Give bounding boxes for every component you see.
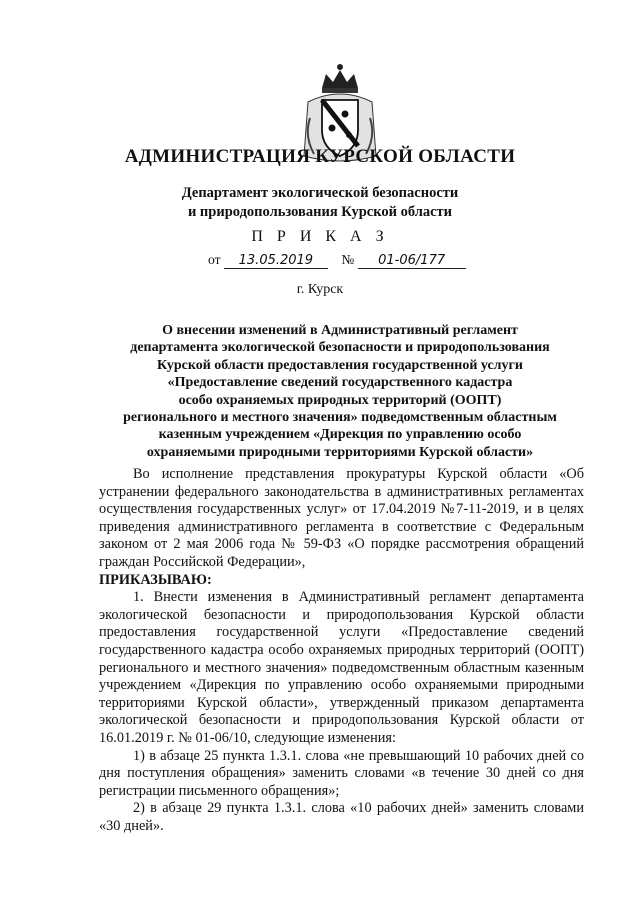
department-line-2: и природопользования Курской области xyxy=(187,204,453,220)
subject-line: казенным учреждением «Дирекция по управлению особо xyxy=(158,427,522,443)
date-prefix: от xyxy=(208,252,221,267)
order-date-number-line xyxy=(208,252,488,269)
order-date: 13.05.2019 xyxy=(224,253,328,269)
subject-line: О внесении изменений в Административный регламент xyxy=(162,323,518,338)
preamble-paragraph: Во исполнение представления прокуратуры Курской области «Об устранении федерального законодательства в административных регламентах осуществления государственных услуг» от 17.04.2019 №7-11-2019, и в целях приведения административного регламента в соответствие с Федеральным законом от 2 мая 2006 года № 59-ФЗ «О порядке рассмотрения обращений граждан Российской Федерации», xyxy=(99,466,584,570)
department-name xyxy=(0,184,640,222)
order-number: 01-06/177 xyxy=(358,253,466,269)
subject-line: «Предоставление сведений государственного кадастра xyxy=(167,375,513,391)
order-subject xyxy=(100,322,580,461)
subject-line: охраняемыми природными территориями Курской области» xyxy=(146,444,534,460)
order-body xyxy=(99,466,584,835)
department-line-1: Департамент экологической безопасности xyxy=(181,185,459,201)
order-city: г. Курск xyxy=(296,282,344,297)
subpoint-1-paragraph: 1) в абзаце 25 пункта 1.3.1. слова «не превышающий 10 рабочих дней со дня поступления обращения» заменить словами «в течение 30 дней со дня регистрации письменного обращения»; xyxy=(99,747,584,799)
subject-line: Курской области предоставления государственной услуги xyxy=(157,357,523,373)
subject-line: особо охраняемых природных территорий (ООПТ) xyxy=(178,392,502,408)
administration-title: АДМИНИСТРАЦИЯ КУРСКОЙ ОБЛАСТИ xyxy=(124,146,516,167)
order-directive: ПРИКАЗЫВАЮ: xyxy=(99,571,212,588)
document-type: П Р И К А З xyxy=(251,228,389,245)
number-prefix: № xyxy=(341,252,355,267)
subject-line: регионального и местного значения» подведомственным областным xyxy=(123,410,557,426)
subject-line: департамента экологической безопасности и природопользования xyxy=(130,340,550,356)
subpoint-2-paragraph: 2) в абзаце 29 пункта 1.3.1. слова «10 рабочих дней» заменить словами «30 дней». xyxy=(99,800,584,834)
point-1-paragraph: 1. Внести изменения в Административный регламент департамента экологической безопасности и природопользования Курской области предоставления государственной услуги «Предоставление сведений государственного кадастра особо охраняемых природных территорий (ООПТ) регионального и местного значения» подведомственным областным казенным учреждением «Дирекция по управлению особо охраняемыми природными территориями Курской области», утвержденный приказом департамента экологической безопасности и природопользования Курской области от 16.01.2019 г. № 01-06/10, следующие изменения: xyxy=(99,589,584,746)
